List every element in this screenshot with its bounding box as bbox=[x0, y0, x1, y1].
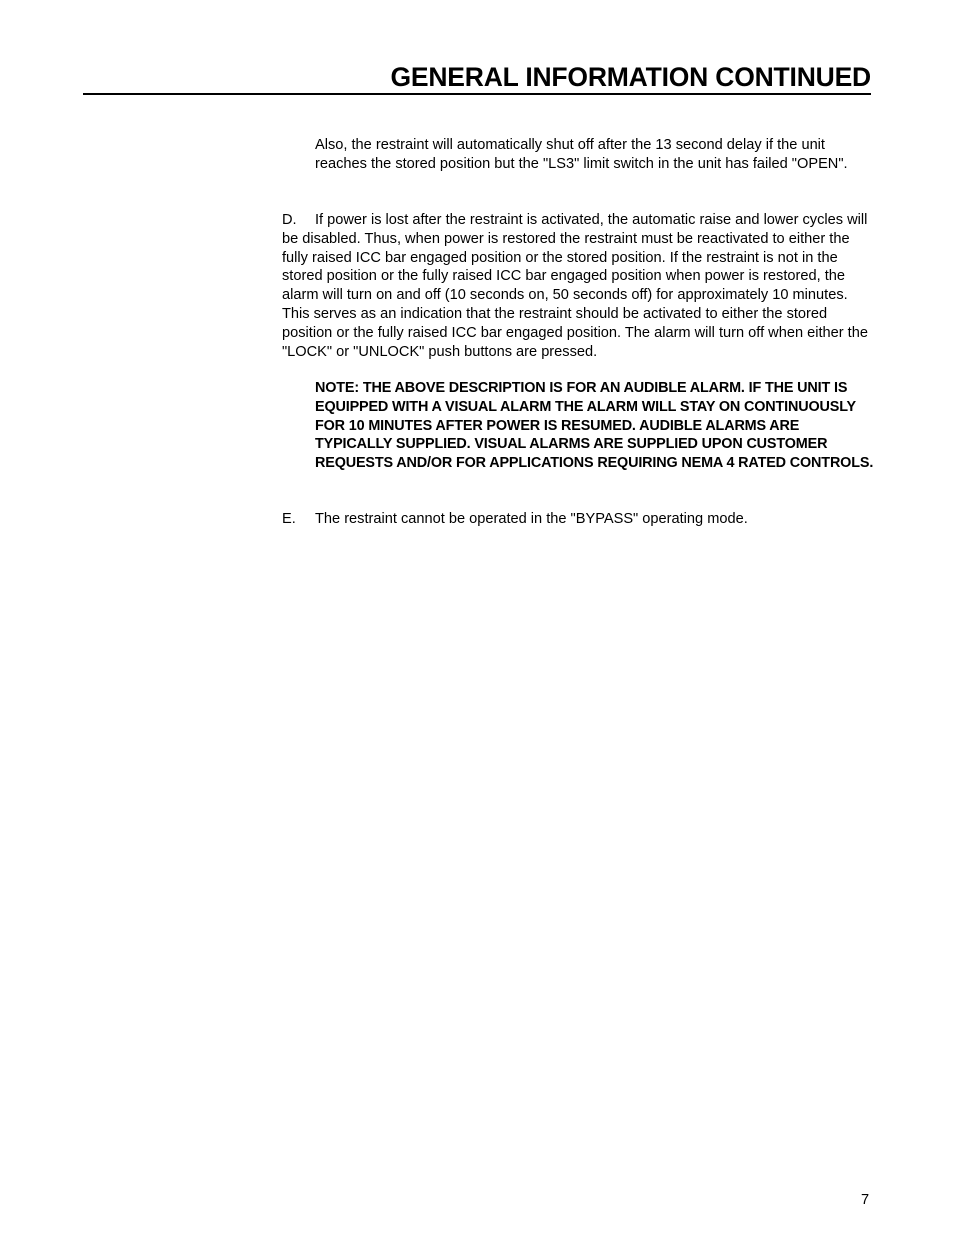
list-item-d bbox=[282, 211, 874, 361]
list-item-d-text: If power is lost after the restraint is activated, the automatic raise and lower cycles will be disabled. Thus, when power is restored the restraint must be reactivated to either the fully raised ICC bar engaged position or the stored position. If the restraint is not in the stored position or the fully raised ICC bar engaged position when power is restored, the alarm will turn on and off (10 seconds on, 50 seconds off) for approximately 10 minutes. This serves as an indication that the restraint should be activated to either the stored position or the fully raised ICC bar engaged position. The alarm will turn off when either the "LOCK" or "UNLOCK" push buttons are pressed. bbox=[282, 212, 868, 360]
note-paragraph: NOTE: THE ABOVE DESCRIPTION IS FOR AN AUDIBLE ALARM. IF THE UNIT IS EQUIPPED WITH A VISUAL ALARM THE ALARM WILL STAY ON CONTINUOUSLY FOR 10 MINUTES AFTER POWER IS RESUMED. AUDIBLE ALARMS ARE TYPICALLY SUPPLIED. VISUAL ALARMS ARE SUPPLIED UPON CUSTOMER REQUESTS AND/OR FOR APPLICATIONS REQUIRING NEMA 4 RATED CONTROLS. bbox=[315, 380, 874, 472]
list-marker-d: D. bbox=[282, 212, 297, 228]
title-underline bbox=[83, 93, 871, 95]
page-title: GENERAL INFORMATION CONTINUED bbox=[390, 62, 871, 92]
list-item-e-text: The restraint cannot be operated in the "BYPASS" operating mode. bbox=[315, 511, 748, 527]
list-marker-e: E. bbox=[282, 511, 296, 527]
paragraph-also: Also, the restraint will automatically shut off after the 13 second delay if the unit reaches the stored position but the "LS3" limit switch in the unit has failed "OPEN". bbox=[315, 137, 848, 172]
list-item-e bbox=[282, 510, 874, 529]
page-number: 7 bbox=[861, 1192, 870, 1208]
